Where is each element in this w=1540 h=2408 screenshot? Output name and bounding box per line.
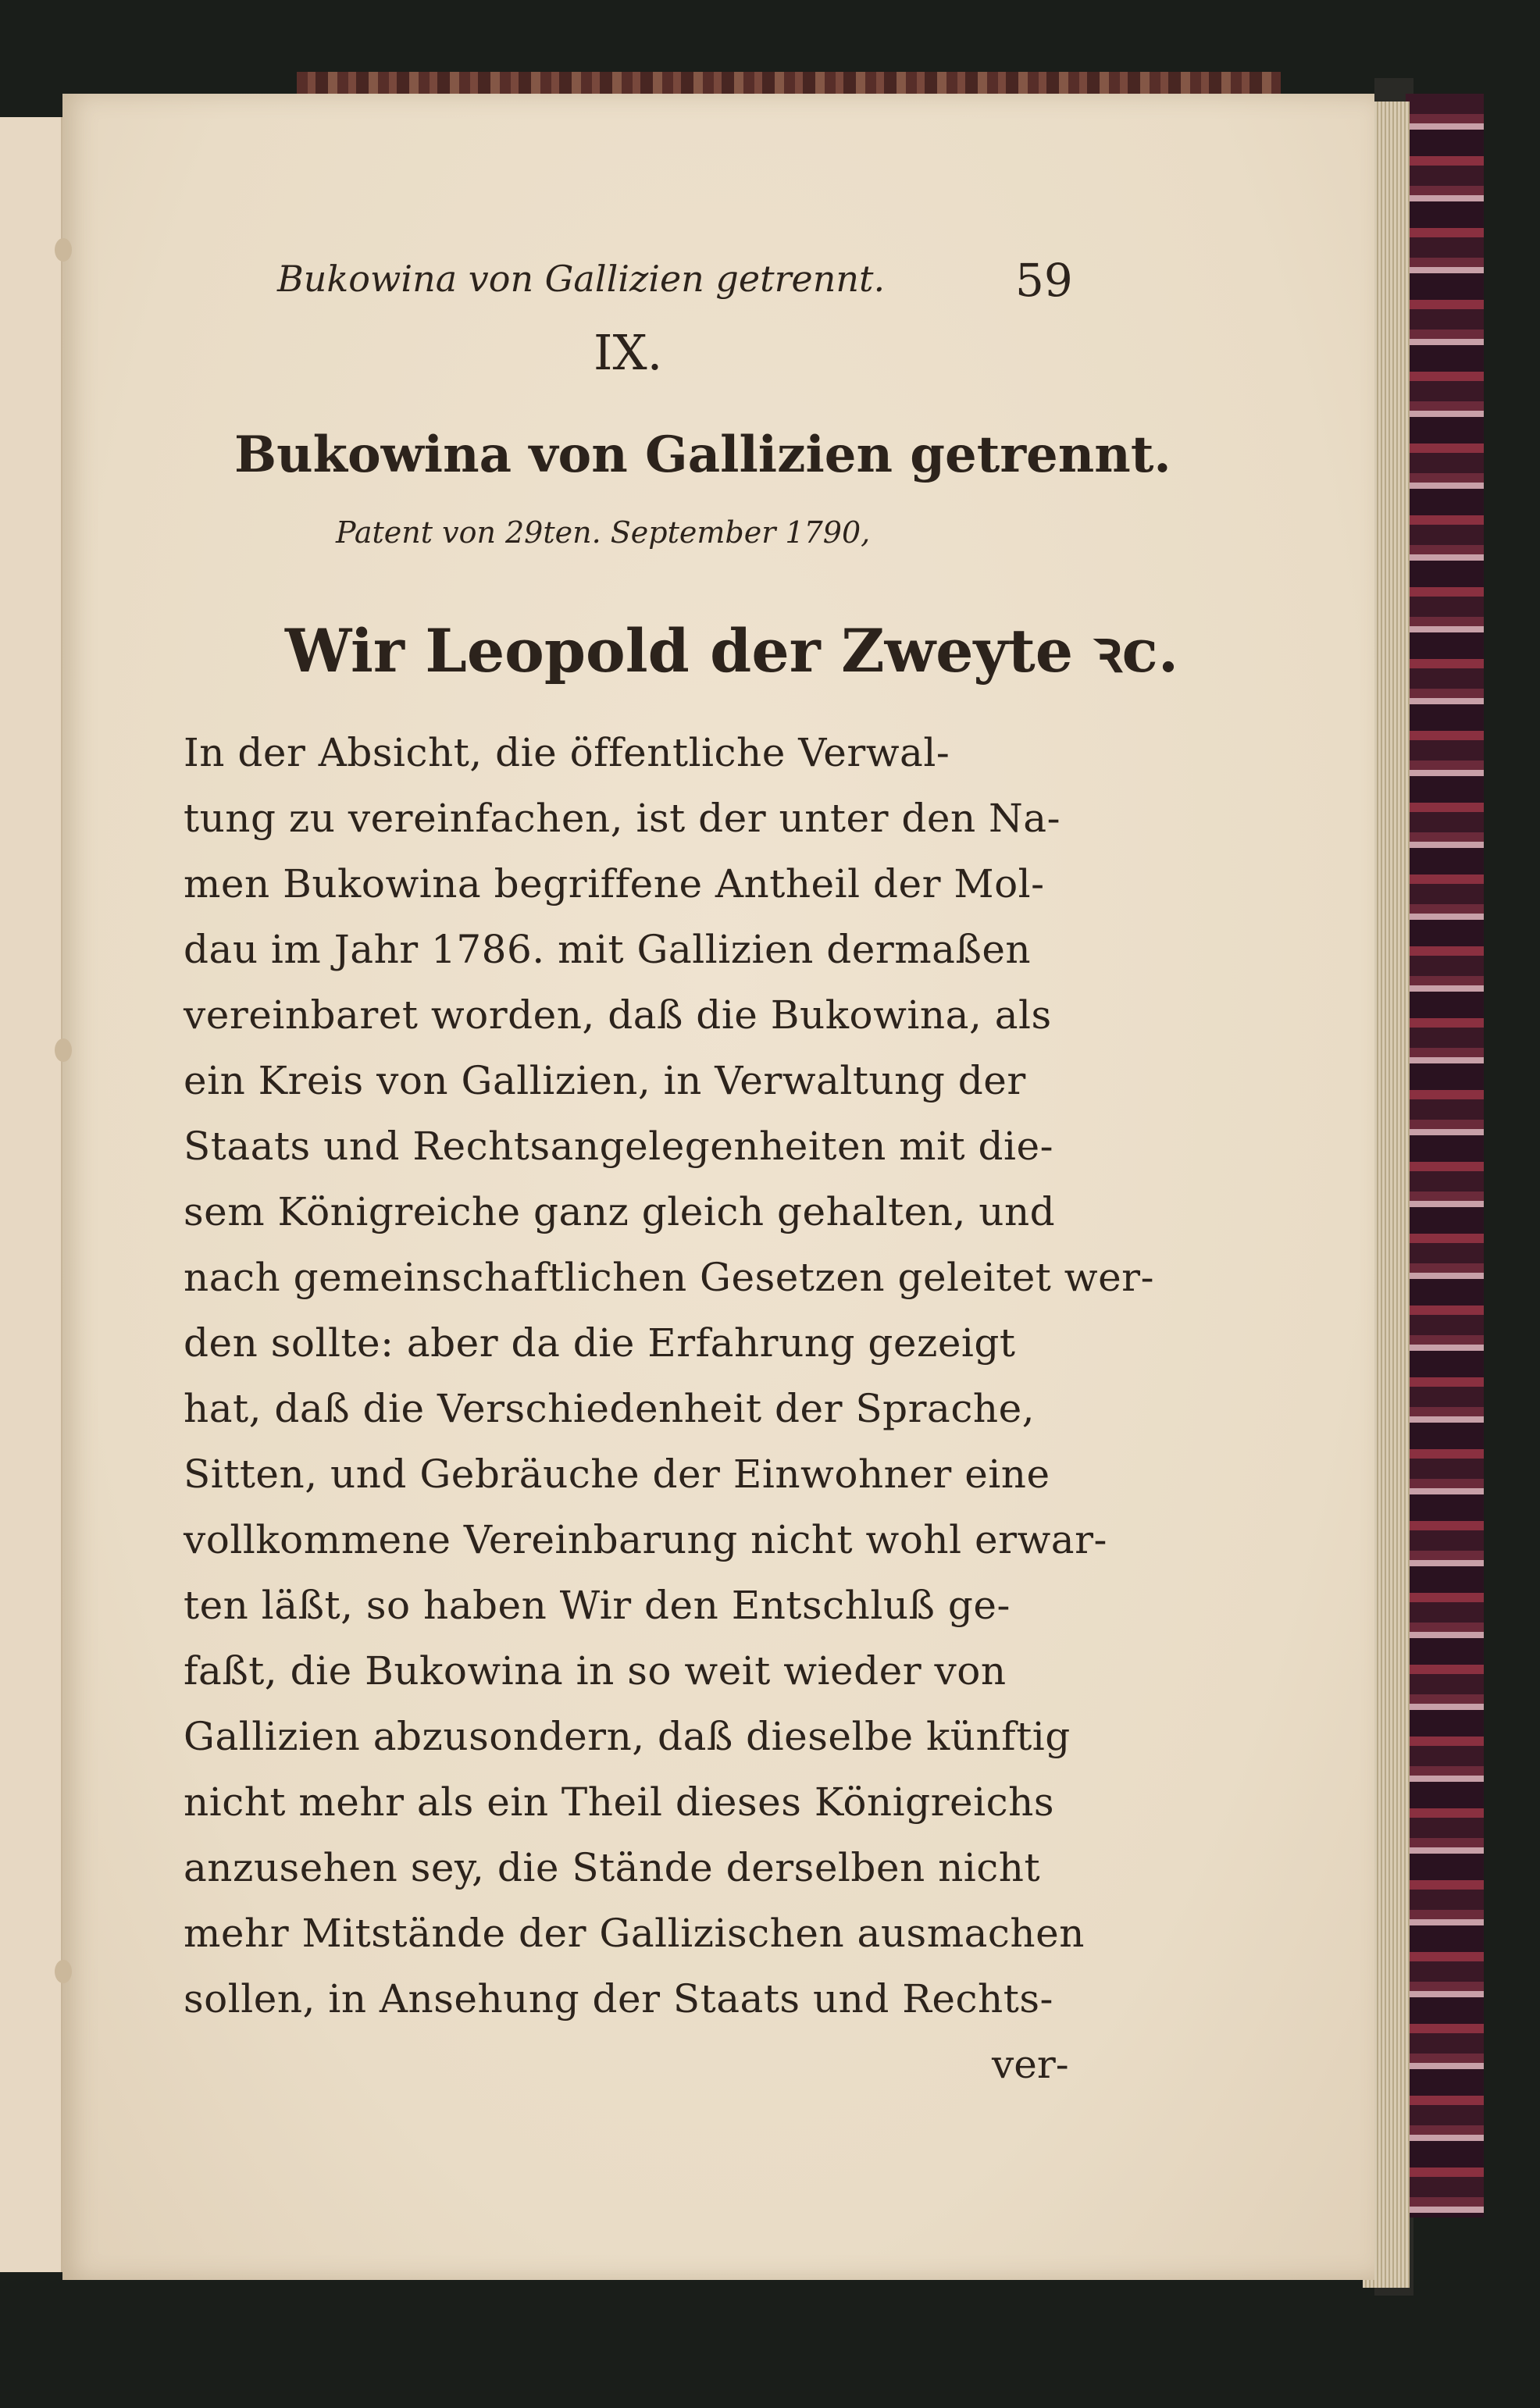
salutation: Wir Leopold der Zweyte ꝛc. bbox=[285, 616, 1179, 686]
body-line: dau im Jahr 1786. mit Gallizien dermaßen bbox=[184, 927, 1032, 972]
chapter-number: IX. bbox=[594, 324, 663, 381]
body-line: sollen, in Ansehung der Staats und Rechts- bbox=[184, 1976, 1053, 2022]
body-line: In der Absicht, die öffentliche Verwal- bbox=[184, 730, 950, 775]
chapter-title: Bukowina von Gallizien getrennt. bbox=[234, 426, 1171, 484]
body-line: Gallizien abzusondern, daß dieselbe künftig bbox=[184, 1714, 1071, 1759]
body-line: nach gemeinschaftlichen Gesetzen geleitet wer- bbox=[184, 1255, 1154, 1300]
body-line: Sitten, und Gebräuche der Einwohner eine bbox=[184, 1452, 1050, 1497]
body-line: mehr Mitstände der Gallizischen ausmachen bbox=[184, 1911, 1085, 1956]
page-number: 59 bbox=[1015, 254, 1073, 307]
running-head: Bukowina von Gallizien getrennt. bbox=[277, 258, 886, 300]
facing-page-edge bbox=[0, 117, 62, 2272]
body-line: vollkommene Vereinbarung nicht wohl erwar- bbox=[184, 1517, 1107, 1562]
body-line: men Bukowina begriffene Antheil der Mol- bbox=[184, 861, 1045, 907]
body-line: tung zu vereinfachen, ist der unter den Na- bbox=[184, 796, 1061, 841]
body-line: Staats und Rechtsangelegenheiten mit die- bbox=[184, 1124, 1054, 1169]
body-line: ten läßt, so haben Wir den Entschluß ge- bbox=[184, 1583, 1011, 1628]
body-line: faßt, die Bukowina in so weit wieder von bbox=[184, 1648, 1007, 1694]
chapter-subtitle: Patent von 29ten. September 1790, bbox=[336, 515, 871, 550]
catchword: ver- bbox=[992, 2042, 1069, 2087]
body-line: den sollte: aber da die Erfahrung gezeigt bbox=[184, 1320, 1016, 1366]
body-line: anzusehen sey, die Stände derselben nicht bbox=[184, 1845, 1041, 1890]
body-line: vereinbaret worden, daß die Bukowina, als bbox=[184, 992, 1052, 1038]
body-line: sem Königreiche ganz gleich gehalten, und bbox=[184, 1189, 1056, 1234]
body-line: ein Kreis von Gallizien, in Verwaltung der bbox=[184, 1058, 1026, 1103]
binding-hole bbox=[55, 238, 72, 262]
binding-hole bbox=[55, 1960, 72, 1983]
marbled-cover-right bbox=[1406, 94, 1484, 2217]
body-line: hat, daß die Verschiedenheit der Sprache, bbox=[184, 1386, 1036, 1431]
body-line: nicht mehr als ein Theil dieses Königreichs bbox=[184, 1779, 1054, 1825]
binding-hole bbox=[55, 1038, 72, 1062]
